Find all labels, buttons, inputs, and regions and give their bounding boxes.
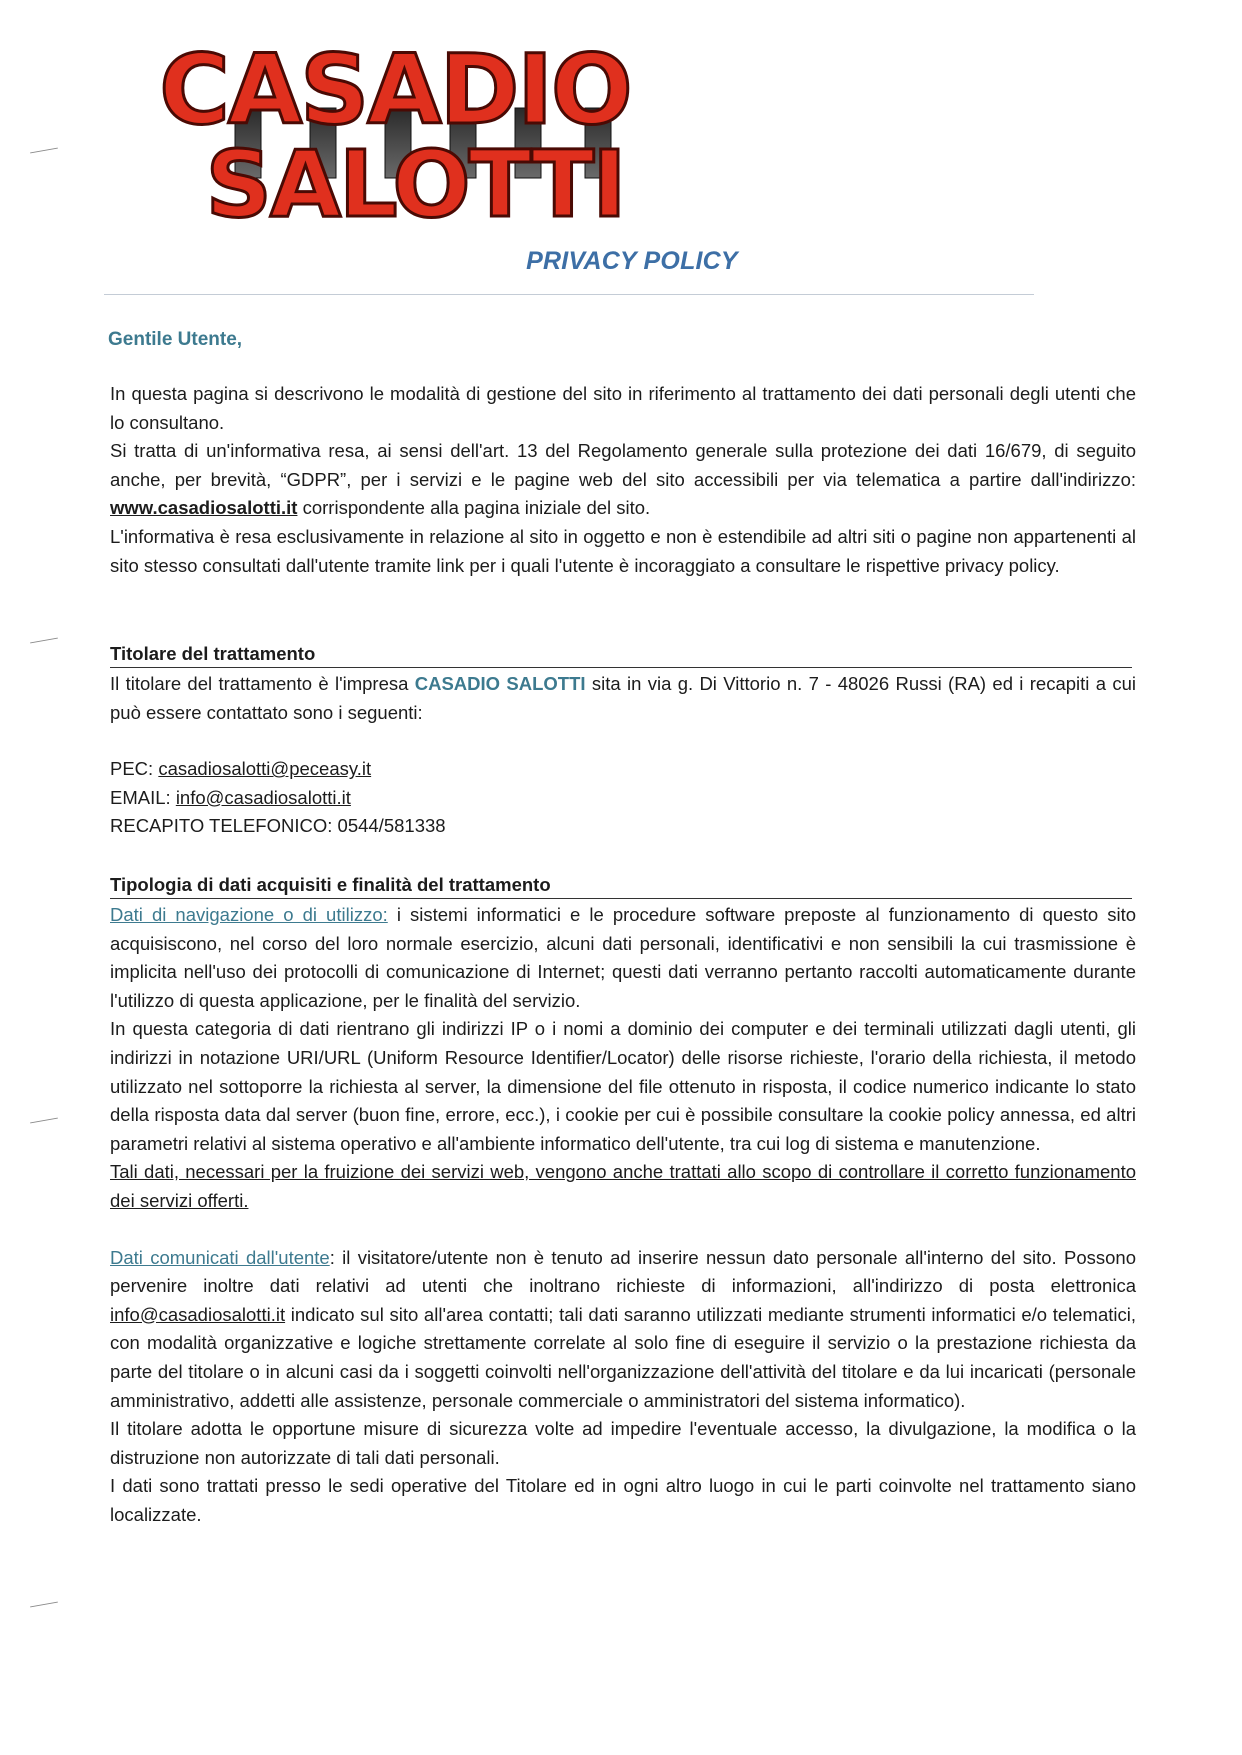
titolare-section — [110, 670, 1136, 841]
pec-label: PEC: — [110, 758, 159, 780]
logo-line-2: SALOTTI — [205, 131, 625, 223]
email-link[interactable]: info@casadiosalotti.it — [175, 786, 351, 808]
intro-paragraph-3: L'informativa è resa esclusivamente in relazione al sito in oggetto e non è estendibile ad altri siti o pagine non appartenenti al sito stesso consultati dall'utente tramite link per i quali l'utente è incoraggiato a consultare le rispettive privacy policy. — [110, 525, 1136, 576]
pec-link[interactable]: casadiosalotti@peceasy.it — [158, 758, 372, 780]
contact-email — [110, 784, 1136, 813]
user-data-paragraph — [110, 1244, 1136, 1416]
email-label: EMAIL: — [110, 786, 176, 808]
phone-label: RECAPITO TELEFONICO: — [110, 815, 338, 837]
section-heading-tipologia: Tipologia di dati acquisiti e finalità del trattamento — [110, 873, 1132, 899]
section-heading-titolare: Titolare del trattamento — [110, 642, 1132, 668]
categoria-paragraph: In questa categoria di dati rientrano gli indirizzi IP o i nomi a dominio dei computer e dei terminali utilizzati dagli utenti, gli indirizzi in notazione URI/URL (Uniform Resource Identifier/Locator) delle risorse richieste, l'orario della richiesta, il metodo utilizzato nel sottoporre la richiesta al server, la dimensione del file ottenuto in risposta, il codice numerico indicante lo stato della risposta data dal server (buon fine, errore, ecc.), i cookie per cui è possibile consultare la cookie policy annessa, ed altri parametri relativi al sistema operativo e all'ambiente informatico dell'utente, tra cui log di sistema e manutenzione. — [110, 1018, 1136, 1154]
intro-section — [110, 380, 1136, 580]
casadio-salotti-logo — [85, 28, 705, 223]
company-name: CASADIO SALOTTI — [414, 673, 586, 694]
scan-mark — [30, 638, 58, 644]
website-link[interactable]: www.casadiosalotti.it — [110, 497, 298, 519]
scan-mark — [30, 1118, 58, 1124]
user-data-text-tail: indicato sul sito all'area contatti; tali dati saranno utilizzati mediante strumenti informatici e/o telematici, con modalità organizzative e logiche strettamente correlate al solo fine di eseguire il servizio o la prestazione richiesta da parte del titolare o in alcuni casi da i soggetti coinvolti nell'organizzazione dell'attività del titolare e da lui incaricati (personale amministrativo, addetti alle assistenze, personale commerciale o amministratori del sistema informatico). — [110, 1303, 1136, 1411]
tipologia-section — [110, 901, 1136, 1529]
intro-paragraph-1: In questa pagina si descrivono le modalità di gestione del sito in riferimento al trattamento dei dati personali degli utenti che lo consultano. — [110, 383, 1136, 433]
titolare-text-tail: sita in via g. Di Vittorio n. 7 - 48026 Russi (RA) ed i recapiti a cui può essere contattato sono i seguenti: — [110, 673, 1136, 723]
scan-mark — [30, 1602, 58, 1608]
intro-paragraph-2 — [110, 437, 1136, 523]
navigation-data-paragraph — [110, 901, 1136, 1015]
titolare-text: Il titolare del trattamento è l'impresa — [110, 673, 415, 694]
greeting: Gentile Utente, — [108, 329, 243, 350]
user-data-label: Dati comunicati dall'utente — [110, 1246, 330, 1268]
location-paragraph: I dati sono trattati presso le sedi operative del Titolare ed in ogni altro luogo in cui le parti coinvolte nel trattamento siano localizzate. — [110, 1475, 1136, 1525]
navigation-data-label: Dati di navigazione o di utilizzo: — [110, 904, 388, 925]
tali-dati-paragraph: Tali dati, necessari per la fruizione dei servizi web, vengono anche trattati allo scopo di controllare il corretto funzionamento dei servizi offerti. — [110, 1161, 1136, 1211]
user-data-text: : il visitatore/utente non è tenuto ad inserire nessun dato personale all'interno del sito. Possono pervenire inoltre dati relativi ad utenti che inoltrano richieste di informazioni, all'indirizzo di posta elettronica — [110, 1246, 1136, 1297]
contact-phone — [110, 812, 1136, 841]
phone-number: 0544/581338 — [337, 815, 446, 837]
security-paragraph: Il titolare adotta le opportune misure di sicurezza volte ad impedire l'eventuale accesso, la divulgazione, la modifica o la distruzione non autorizzate di tali dati personali. — [110, 1418, 1136, 1468]
titolare-paragraph — [110, 670, 1136, 727]
logo-line-1: CASADIO — [159, 34, 631, 146]
page-title: PRIVACY POLICY — [526, 247, 738, 275]
intro-p2-text: Si tratta di un'informativa resa, ai sensi dell'art. 13 del Regolamento generale sulla protezione dei dati 16/679, di seguito anche, per brevità, “GDPR”, per i servizi e le pagine web del sito accessibili per via telematica a partire dall'indirizzo: — [110, 440, 1136, 490]
title-divider — [104, 294, 1034, 295]
scan-mark — [30, 148, 58, 154]
contact-email-link[interactable]: info@casadiosalotti.it — [110, 1303, 286, 1325]
contact-pec — [110, 755, 1136, 784]
navigation-data-text: i sistemi informatici e le procedure software preposte al funzionamento di questo sito acquisiscono, nel corso del loro normale esercizio, alcuni dati personali, identificativi e non sensibili la cui trasmissione è implicita nell'uso dei protocolli di comunicazione di Internet; questi dati verranno pertanto raccolti automaticamente durante l'utilizzo di questa applicazione, per le finalità del servizio. — [110, 904, 1137, 1011]
intro-p2-tail: corrispondente alla pagina iniziale del sito. — [297, 497, 651, 519]
